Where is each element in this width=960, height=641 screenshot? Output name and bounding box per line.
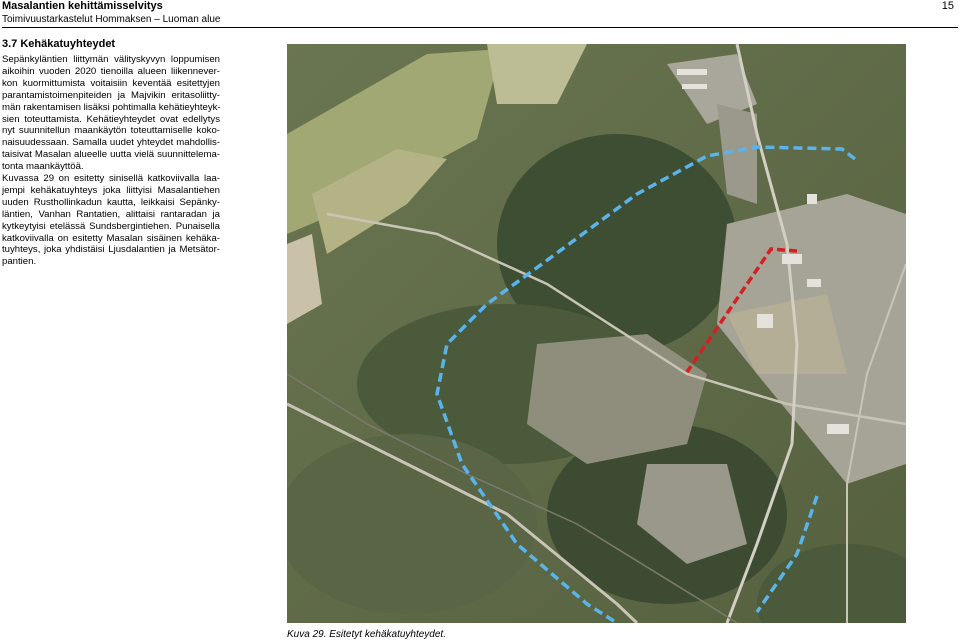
- text-line: uuden Rusthollinkadun kautta, leikkaisi Sepänky-: [2, 196, 220, 208]
- text-line: sien toteuttamista. Kehätieyhteydet ovat edellytys: [2, 113, 220, 125]
- figure-caption: Kuva 29. Esitetyt kehäkatuyhteydet.: [287, 629, 446, 640]
- text-line: tonta maankäyttöä.: [2, 161, 84, 173]
- text-line: nyt suunnitellun maankäytön toteuttamiselle koko-: [2, 125, 220, 137]
- text-line: aikoihin vuoden 2020 tienoilla alueen liikennever-: [2, 65, 220, 77]
- text-line: parantamistoimenpiteiden ja Majvikin eritasoliitty-: [2, 89, 220, 101]
- aerial-map-image: [287, 44, 906, 623]
- body-paragraph-1: [2, 54, 220, 173]
- text-line: kon kuormittumista voitaisiin keventää esitettyjen: [2, 77, 220, 89]
- page-header: [2, 0, 958, 28]
- document-title: Masalantien kehittämisselvitys: [2, 0, 163, 12]
- text-line: taisivat Masalan alueelle uutta vielä suunnittelema-: [2, 149, 220, 161]
- text-line: tuyhteys, joka yhdistäisi Ljusdalantien ja Metsätor-: [2, 244, 220, 256]
- text-line: Sepänkyläntien liittymän välityskyvyn loppumisen: [2, 54, 220, 65]
- text-line: kytkeytyisi etelässä Sundsbergintiehen. Punaisella: [2, 220, 220, 232]
- text-line: Kuvassa 29 on esitetty sinisellä katkoviivalla laa-: [2, 173, 220, 184]
- text-line: jempi kehäkatuyhteys joka liittyisi Masalantiehen: [2, 184, 220, 196]
- document-subtitle: Toimivuustarkastelut Hommaksen – Luoman alue: [2, 14, 221, 25]
- text-line: läntien, Vanhan Rantatien, alittaisi rantaradan ja: [2, 208, 220, 220]
- text-line: naisuudessaan. Samalla uudet yhteydet mahdollis-: [2, 137, 220, 149]
- page-number: 15: [941, 0, 954, 12]
- text-line: katkoviivalla on esitetty Masalan sisäinen kehäka-: [2, 232, 220, 244]
- forest-area: [287, 434, 537, 614]
- text-line: pantien.: [2, 256, 37, 268]
- text-line: män rakentamisen lisäksi pohtimalla kehätieyhteyk-: [2, 101, 221, 113]
- section-heading: 3.7 Kehäkatuyhteydet: [2, 38, 116, 50]
- body-paragraph-2: [2, 173, 220, 268]
